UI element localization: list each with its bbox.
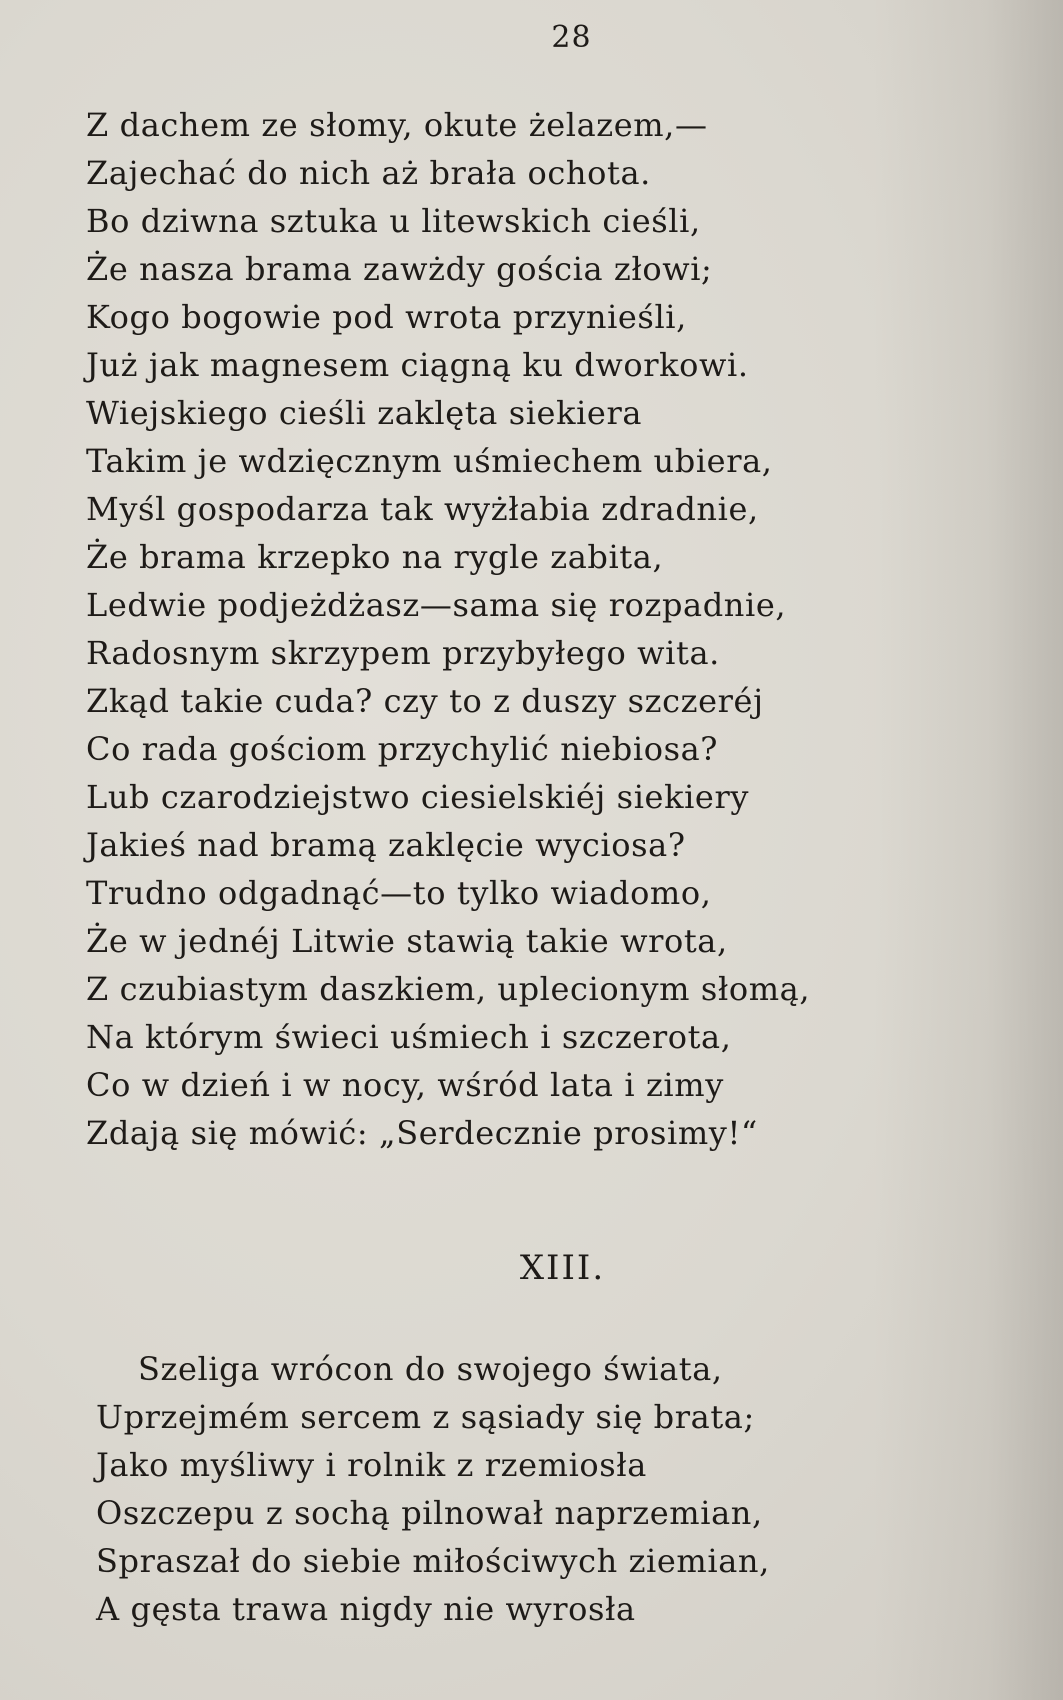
verse-line: Radosnym skrzypem przybyłego wita. xyxy=(86,634,720,672)
section-heading: XIII. xyxy=(519,1248,606,1288)
verse-line: Na którym świeci uśmiech i szczerota, xyxy=(86,1018,732,1056)
verse-line: A gęsta trawa nigdy nie wyrosła xyxy=(96,1590,636,1628)
verse-line: Co w dzień i w nocy, wśród lata i zimy xyxy=(86,1066,724,1104)
verse-line: Bo dziwna sztuka u litewskich cieśli, xyxy=(86,202,701,240)
verse-line: Że w jednéj Litwie stawią takie wrota, xyxy=(86,922,728,960)
verse-line: Zdają się mówić: „Serdecznie prosimy!“ xyxy=(86,1114,758,1152)
verse-line: Szeliga wrócon do swojego świata, xyxy=(138,1350,723,1388)
verse-line: Już jak magnesem ciągną ku dworkowi. xyxy=(86,346,749,384)
verse-line: Że brama krzepko na rygle zabita, xyxy=(86,538,664,576)
verse-line: Co rada gościom przychylić niebiosa? xyxy=(86,730,719,768)
verse-line: Zkąd takie cuda? czy to z duszy szczeréj xyxy=(86,682,764,720)
verse-line: Jakieś nad bramą zaklęcie wyciosa? xyxy=(86,826,686,864)
verse-line: Myśl gospodarza tak wyżłabia zdradnie, xyxy=(86,490,759,528)
verse-line: Że nasza brama zawżdy gościa złowi; xyxy=(86,250,713,288)
verse-line: Uprzejmém sercem z sąsiady się brata; xyxy=(96,1398,755,1436)
verse-line: Zajechać do nich aż brała ochota. xyxy=(86,154,651,192)
page-number: 28 xyxy=(551,20,592,55)
verse-line: Ledwie podjeżdżasz—sama się rozpadnie, xyxy=(86,586,787,624)
verse-line: Lub czarodziejstwo ciesielskiéj siekiery xyxy=(86,778,750,816)
verse-line: Z dachem ze słomy, okute żelazem,— xyxy=(86,106,708,144)
verse-line: Wiejskiego cieśli zaklęta siekiera xyxy=(86,394,643,432)
facing-page-bleed-through xyxy=(873,0,1063,1700)
stanza-continued xyxy=(86,101,810,1157)
verse-line: Z czubiastym daszkiem, uplecionym słomą, xyxy=(86,970,811,1008)
verse-line: Takim je wdzięcznym uśmiechem ubiera, xyxy=(86,442,773,480)
verse-line: Jako myśliwy i rolnik z rzemiosła xyxy=(96,1446,647,1484)
verse-line: Oszczepu z sochą pilnował naprzemian, xyxy=(96,1494,763,1532)
verse-line: Spraszał do siebie miłościwych ziemian, xyxy=(96,1542,770,1580)
verse-line: Trudno odgadnąć—to tylko wiadomo, xyxy=(86,874,712,912)
stanza-new-section xyxy=(96,1345,770,1633)
verse-line: Kogo bogowie pod wrota przynieśli, xyxy=(86,298,687,336)
